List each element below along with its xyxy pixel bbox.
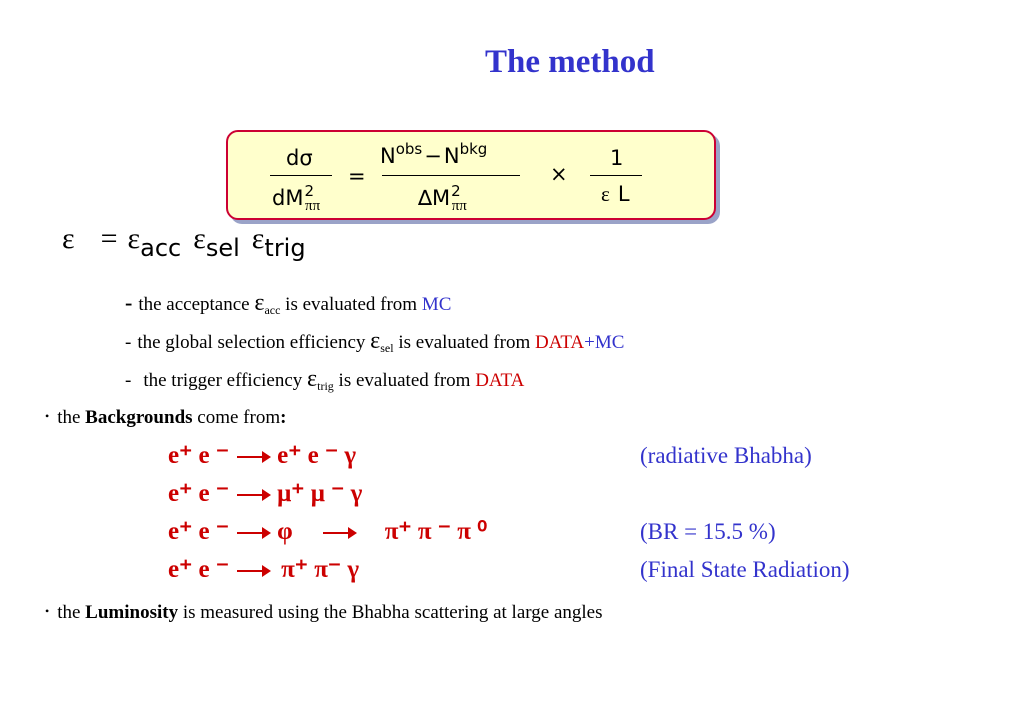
selection-item: - the global selection efficiency $\varepsilon_{sel}$ is evaluated from DATA+MC [125,328,625,355]
middle-numerator: $N^{obs}-N^{bkg}$ [380,140,488,168]
lhs-numerator: dσ [286,146,313,170]
rhs-fraction-bar [590,175,642,176]
note-radiative-bhabha: (radiative Bhabha) [640,443,812,468]
luminosity-line: • the Luminosity is measured using the Bhabha scattering at large angles [45,602,603,623]
arrow-icon [237,532,269,534]
reaction-radiative-bhabha: e⁺ e ⁻ e⁺ e ⁻ γ [168,442,357,469]
reaction-muon-pair: e⁺ e ⁻ μ⁺ μ ⁻ γ [168,480,363,507]
arrow-icon [237,456,269,458]
reaction-phi-decay: e⁺ e ⁻ φ π⁺ π ⁻ π ⁰ [168,518,488,545]
rhs-denominator: ε L [601,182,630,206]
reaction-fsr: e⁺ e ⁻ π⁺ π⁻ γ [168,556,360,583]
efficiency-equation: ε = εacc εsel εtrig [62,222,306,262]
note-final-state-radiation: (Final State Radiation) [640,557,850,582]
note-branching-ratio: (BR = 15.5 %) [640,519,776,544]
page-title: The method [485,44,655,80]
times-sign: × [550,162,568,186]
arrow-icon [237,494,269,496]
lhs-fraction-bar [270,175,332,176]
middle-denominator: $\Delta M^2_{\pi\pi}$ [418,182,467,214]
cross-section-formula-box [226,130,716,220]
trigger-item: - the trigger efficiency $\varepsilon_{trig}$ is evaluated from DATA [125,366,525,393]
lhs-denominator: $dM^2_{\pi\pi}$ [272,182,321,214]
middle-fraction-bar [382,175,520,176]
arrow-icon [323,532,355,534]
equals-sign: = [348,164,366,188]
acceptance-item: - the acceptance $\varepsilon_{acc}$ is evaluated from MC [125,290,452,317]
arrow-icon [237,570,269,572]
backgrounds-heading: • the Backgrounds come from: [45,407,287,428]
rhs-numerator: 1 [610,146,624,170]
